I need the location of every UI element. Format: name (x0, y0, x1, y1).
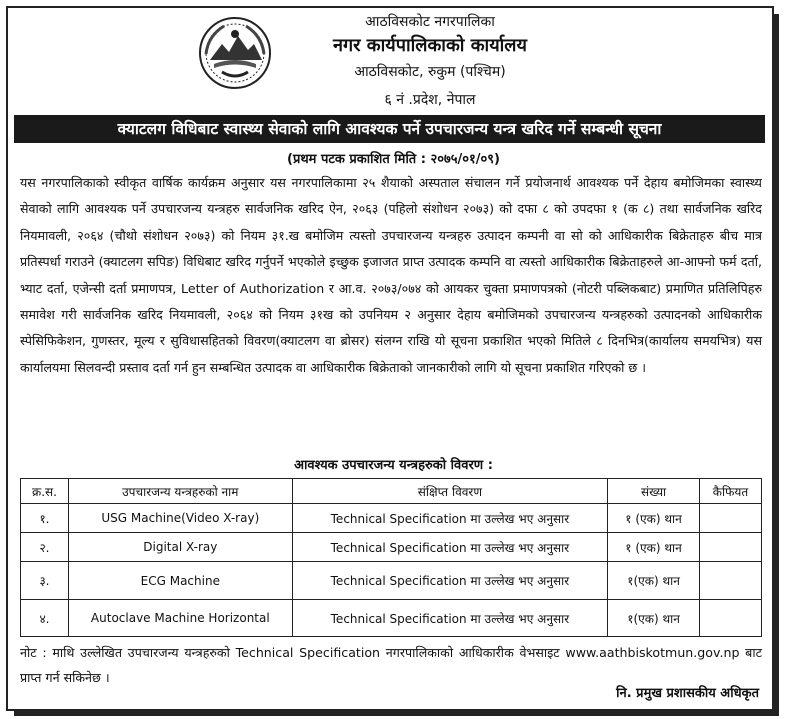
office-location: आठविसकोट, रुकुम (पश्चिम) (354, 64, 506, 80)
header-description: संक्षिप्त विवरण (292, 479, 607, 504)
header-sn: क्र.स. (21, 479, 69, 504)
office-name: नगर कार्यपालिकाको कार्यालय (333, 35, 527, 56)
frame-shadow-right (774, 14, 779, 714)
row-name: USG Machine(Video X-ray) (68, 504, 292, 533)
row-description: Technical Specification मा उल्लेख भए अनुसार (292, 562, 607, 600)
row-quantity: १(एक) थान (608, 600, 700, 637)
table-header-row (21, 479, 762, 504)
row-name: Digital X-ray (68, 533, 292, 562)
table-row (21, 504, 762, 533)
website-link[interactable]: www.aathbiskotmun.gov.np (565, 645, 740, 660)
row-sn: २. (21, 533, 69, 562)
row-description: Technical Specification मा उल्लेख भए अनुसार (292, 533, 607, 562)
notice-title: क्याटलग विधिबाट स्वास्थ्य सेवाको लागि आवश्यक पर्ने उपचारजन्य यन्त्र खरिद गर्ने सम्बन्धी सूचना (14, 115, 765, 143)
note-suffix: बाट प्राप्त गर्न सकिनेछ । (20, 645, 762, 685)
publication-date: (प्रथम पटक प्रकाशित मिति : २०७५/०१/०९) (287, 152, 500, 167)
signature: नि. प्रमुख प्रशासकीय अधिकृत (616, 686, 759, 701)
header-name: उपचारजन्य यन्त्रहरुको नाम (68, 479, 292, 504)
table-row (21, 533, 762, 562)
header-remarks: कैफियत (700, 479, 762, 504)
row-description: Technical Specification मा उल्लेख भए अनुसार (292, 504, 607, 533)
office-province: ६ नं .प्रदेश, नेपाल (384, 92, 476, 108)
notice-body: यस नगरपालिकाको स्वीकृत वार्षिक कार्यक्रम अनुसार यस नगरपालिकामा २५ शैयाको अस्पताल संचालन गर्ने प्रयोजनार्थ आवश्यक पर्ने देहाय बमोजिमका स्वास्थ्य सेवाको लागि आवश्यक पर्ने उपचारजन्य यन्त्रहरु सार्वजनिक खरिद ऐन, २०६३ (पहिलो संशोधन २०७३) को दफा ८ को उपदफा १ (क ८) तथा सार्वजनिक खरिद नियमावली, २०६४ (चौथो संशोधन २०७३) को नियम ३१.ख बमोजिम त्यस्तो उपचारजन्य यन्त्रहरु उत्पादन कम्पनी वा सो को आधिकारीक बिक्रेताहरु बीच मात्र प्रतिस्पर्धा गराउने (क्याटलग सपिङ) विधिबाट खरिद गर्नुपर्ने भएकोले इच्छुक इजाजत प्राप्त उत्पादक कम्पनि वा त्यस्तो आधिकारीक बिक्रेताहरुले आ-आफ्नो फर्म दर्ता, भ्याट दर्ता, एजेन्सी दर्ता प्रमाणपत्र, Letter of Authorization र आ.व. २०७३/०७४ को आयकर चुक्ता प्रमाणपत्रको (नोटरी पब्लिकबाट) प्रमाणित प्रतिलिपिहरु समावेश गरी सार्वजनिक खरिद नियमावली, २०६४ को नियम ३१ख को उपनियम २ अनुसार देहाय बमोजिमको उपचारजन्य यन्त्रहरुको उत्पादनको आधिकारीक स्पेसिफिकेशन, गुणस्तर, मूल्य र सुविधासहितको विवरण(क्याटलग वा ब्रोसर) संलग्न राखि यो सूचना प्रकाशित भएको मितिले ८ दिनभित्र(कार्यालय समयभित्र) यस कार्यालयमा सिलवन्दी प्रस्ताव दर्ता गर्न हुन सम्बन्धित उत्पादक वा आधिकारीक बिक्रेताको जानकारीको लागि यो सूचना प्रकाशित गरिएको छ । (20, 175, 762, 375)
note-text: नोट : माथि उल्लेखित उपचारजन्य यन्त्रहरुको Technical Specification नगरपालिकाको आधिकारीक वेभसाइट (20, 645, 560, 660)
equipment-table (20, 478, 762, 637)
frame-shadow-bottom (14, 711, 779, 716)
row-description: Technical Specification मा उल्लेख भए अनुसार (292, 600, 607, 637)
row-quantity: १ (एक) थान (608, 504, 700, 533)
table-row (21, 562, 762, 600)
municipality-name: आठविसकोट नगरपालिका (365, 14, 495, 30)
row-remarks (700, 600, 762, 637)
nepal-emblem-icon (196, 14, 274, 92)
row-sn: १. (21, 504, 69, 533)
row-quantity: १ (एक) थान (608, 533, 700, 562)
row-quantity: १(एक) थान (608, 562, 700, 600)
row-name: ECG Machine (68, 562, 292, 600)
row-sn: ३. (21, 562, 69, 600)
header-quantity: संख्या (608, 479, 700, 504)
row-remarks (700, 504, 762, 533)
table-caption: आवश्यक उपचारजन्य यन्त्रहरुको विवरण : (294, 458, 493, 473)
row-sn: ४. (21, 600, 69, 637)
row-remarks (700, 533, 762, 562)
row-remarks (700, 562, 762, 600)
table-row (21, 600, 762, 637)
row-name: Autoclave Machine Horizontal (68, 600, 292, 637)
